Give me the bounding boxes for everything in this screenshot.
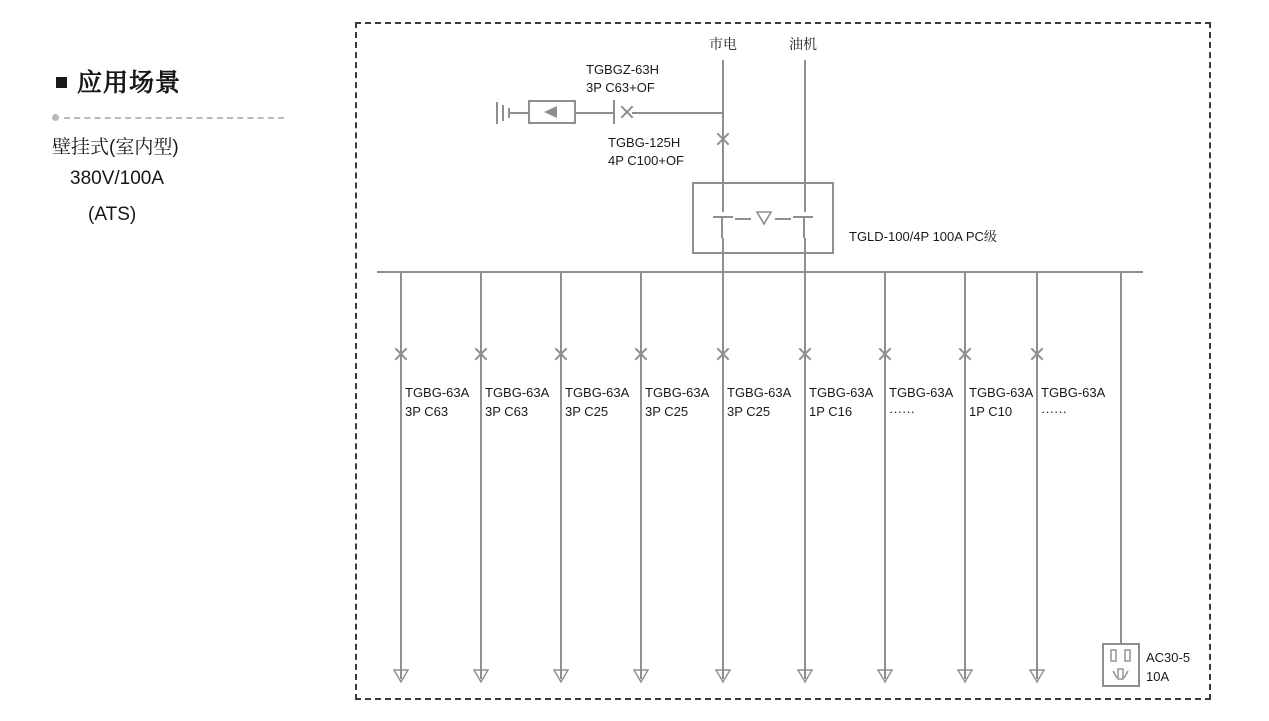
main-breaker-icon — [715, 128, 731, 150]
ats-contact-left-stem — [721, 216, 723, 238]
spec-line-ats: (ATS) — [88, 204, 137, 225]
single-line-diagram — [355, 22, 1211, 700]
feeder-breaker-icon-6 — [797, 343, 813, 365]
feeder-label-8-line2: 1P C10 — [969, 404, 1013, 419]
left-info-panel — [0, 0, 330, 721]
page-title — [56, 63, 181, 99]
feeder-wire-4 — [640, 271, 642, 679]
socket-pins-icon — [1104, 645, 1138, 685]
feeder-label-2-line1: TGBG-63A — [485, 385, 550, 400]
feeder-wire-7 — [884, 271, 886, 679]
feeder-label-8-line1: TGBG-63A — [969, 385, 1034, 400]
feeder-breaker-icon-2 — [473, 343, 489, 365]
feeder-wire-6 — [804, 271, 806, 679]
ats-center-arrow-icon — [755, 210, 771, 224]
socket-label-line2: 10A — [1146, 669, 1170, 684]
feeder-breaker-icon-5 — [715, 343, 731, 365]
wire-earth-link — [510, 112, 528, 114]
divider — [52, 112, 284, 122]
socket-label-line1: AC30-5 — [1146, 650, 1191, 665]
feeder-breaker-icon-4 — [633, 343, 649, 365]
power-socket-icon — [1102, 643, 1140, 687]
breaker-label-1-line1: TGBGZ-63H — [586, 62, 659, 77]
ats-dash-left — [735, 218, 751, 220]
feeder-label-7-line1: TGBG-63A — [889, 385, 954, 400]
feeder-wire-9 — [1036, 271, 1038, 679]
feeder-label-5-line2: 3P C25 — [727, 404, 771, 419]
wire-aux-branch — [632, 112, 724, 114]
feeder-wire-2 — [480, 271, 482, 679]
source-label-generator: 油机 — [789, 36, 817, 52]
feeder-label-9-line2: ······ — [1041, 404, 1067, 419]
feeder-breaker-icon-8 — [957, 343, 973, 365]
feeder-wire-5 — [722, 271, 724, 679]
divider-dashed-line — [64, 117, 284, 119]
feeder-arrow-icon-4 — [633, 669, 649, 683]
wire-ats-out-right — [804, 238, 806, 272]
ats-label: TGLD-100/4P 100A PC级 — [849, 229, 997, 244]
page-title-text: 应用场景 — [77, 69, 182, 97]
square-bullet-icon — [56, 77, 67, 88]
feeder-label-1-line1: TGBG-63A — [405, 385, 470, 400]
feeder-label-6-line1: TGBG-63A — [809, 385, 874, 400]
feeder-label-4-line2: 3P C25 — [645, 404, 689, 419]
earth-symbol-icon — [496, 102, 498, 124]
feeder-breaker-icon-3 — [553, 343, 569, 365]
feeder-arrow-icon-1 — [393, 669, 409, 683]
wire-ats-out-left — [722, 238, 724, 272]
feeder-label-1-line2: 3P C63 — [405, 404, 449, 419]
feeder-arrow-icon-6 — [797, 669, 813, 683]
feeder-label-7-line2: ······ — [889, 404, 915, 419]
feeder-breaker-icon-9 — [1029, 343, 1045, 365]
ats-contact-left-bar — [713, 216, 733, 218]
feeder-wire-socket — [1120, 271, 1122, 643]
feeder-wire-3 — [560, 271, 562, 679]
feeder-label-4-line1: TGBG-63A — [645, 385, 710, 400]
source-label-mains: 市电 — [709, 36, 737, 52]
ats-dash-right — [775, 218, 791, 220]
feeder-arrow-icon-5 — [715, 669, 731, 683]
spec-line-mount-type: 壁挂式(室内型) — [52, 137, 179, 158]
aux-breaker-icon — [619, 101, 635, 123]
feeder-label-5-line1: TGBG-63A — [727, 385, 792, 400]
feeder-arrow-icon-7 — [877, 669, 893, 683]
feeder-arrow-icon-8 — [957, 669, 973, 683]
feeder-breaker-icon-1 — [393, 343, 409, 365]
feeder-breaker-icon-7 — [877, 343, 893, 365]
wire-meter-to-breaker — [576, 112, 614, 114]
feeder-label-6-line2: 1P C16 — [809, 404, 853, 419]
meter-arrow-icon — [530, 102, 574, 122]
feeder-label-3-line1: TGBG-63A — [565, 385, 630, 400]
feeder-arrow-icon-9 — [1029, 669, 1045, 683]
ats-contact-right-stem — [803, 216, 805, 238]
divider-dot-icon — [52, 114, 59, 121]
spec-line-rating: 380V/100A — [70, 168, 165, 189]
aux-breaker-pole — [613, 100, 615, 124]
breaker-label-2-line2: 4P C100+OF — [608, 153, 685, 168]
feeder-wire-1 — [400, 271, 402, 679]
meter-box-icon — [528, 100, 576, 124]
feeder-label-3-line2: 3P C25 — [565, 404, 609, 419]
earth-symbol-bar-2 — [502, 105, 504, 121]
breaker-label-1-line2: 3P C63+OF — [586, 80, 655, 95]
feeder-label-9-line1: TGBG-63A — [1041, 385, 1106, 400]
busbar — [377, 271, 1143, 273]
feeder-wire-8 — [964, 271, 966, 679]
feeder-arrow-icon-3 — [553, 669, 569, 683]
feeder-label-2-line2: 3P C63 — [485, 404, 529, 419]
breaker-label-2-line1: TGBG-125H — [608, 135, 681, 150]
feeder-arrow-icon-2 — [473, 669, 489, 683]
